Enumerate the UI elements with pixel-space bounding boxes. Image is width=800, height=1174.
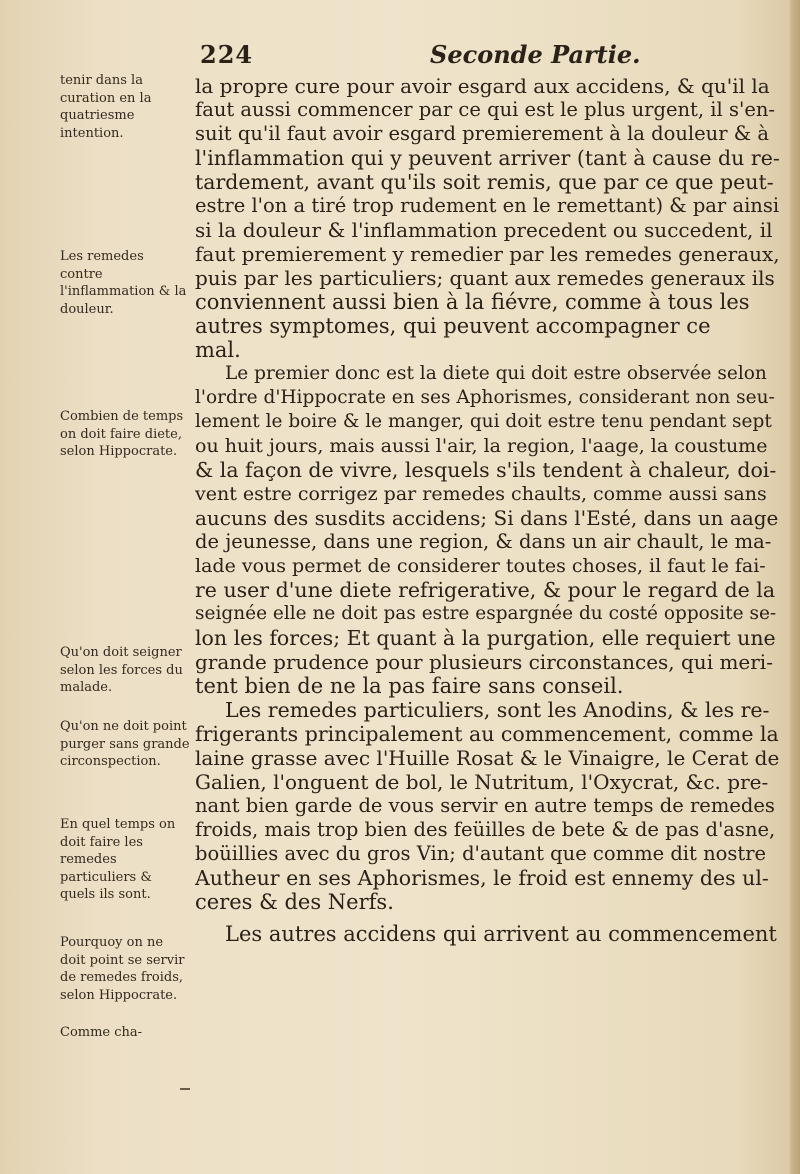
text-line: frigerants principalement au commencement, comme la xyxy=(195,722,779,746)
margin-note: Les remedes contre l'inflammation & la douleur. xyxy=(60,249,187,317)
text-line: l'inflammation qui y peuvent arriver (tant à cause du re- xyxy=(195,146,780,170)
text-line: tardement, avant qu'ils soit remis, que par ce que peut- xyxy=(195,170,774,194)
text-line: aucuns des susdits accidens; Si dans l'Esté, dans un aage xyxy=(195,506,779,530)
margin-note: En quel temps on doit faire les remedes particuliers & quels ils sont. xyxy=(60,817,176,902)
text-line: si la douleur & l'inflammation precedent ou succedent, il xyxy=(195,218,773,242)
text-line: boüillies avec du gros Vin; d'autant que comme dit nostre xyxy=(195,842,767,865)
text-line: suit qu'il faut avoir esgard premierement à la douleur & à xyxy=(195,122,769,145)
margin-note: Qu'on ne doit point purger sans grande circonspection. xyxy=(60,719,190,769)
catchword-mark xyxy=(180,1088,190,1090)
text-line: laine grasse avec l'Huille Rosat & le Vinaigre, le Cerat de xyxy=(195,746,780,770)
paragraph-start-line: Le premier donc est la diete qui doit estre observée selon xyxy=(225,363,767,384)
text-line: nant bien garde de vous servir en autre temps de remedes xyxy=(195,794,775,817)
paragraph-start-line: Les autres accidens qui arrivent au commencement xyxy=(225,922,777,946)
text-line: grande prudence pour plusieurs circonstances, qui meri- xyxy=(195,650,773,674)
text-line: Autheur en ses Aphorismes, le froid est ennemy des ul- xyxy=(195,866,769,890)
page-header xyxy=(0,36,800,72)
text-line: ou huit jours, mais aussi l'air, la region, l'aage, la coustume xyxy=(195,435,768,457)
text-line: faut premierement y remedier par les remedes generaux, xyxy=(195,242,780,266)
text-line: estre l'on a tiré trop rudement en le remettant) & par ainsi xyxy=(195,194,780,217)
text-line: ceres & des Nerfs. xyxy=(195,890,394,914)
text-line: conviennent aussi bien à la fiévre, comme à tous les xyxy=(195,290,750,314)
text-line: froids, mais trop bien des feüilles de bete & de pas d'asne, xyxy=(195,818,776,841)
paragraph-start-line: Les remedes particuliers, sont les Anodins, & les re- xyxy=(225,698,770,722)
text-line: Galien, l'onguent de bol, le Nutritum, l'Oxycrat, &c. pre- xyxy=(195,770,769,794)
margin-note: Combien de temps on doit faire diete, selon Hippocrate. xyxy=(60,409,184,459)
text-line: mal. xyxy=(195,338,241,362)
text-line: puis par les particuliers; quant aux remedes generaux ils xyxy=(195,266,775,290)
text-line: lement le boire & le manger, qui doit estre tenu pendant sept xyxy=(195,411,772,432)
text-line: de jeunesse, dans une region, & dans un air chault, le ma- xyxy=(195,530,772,553)
text-line: vent estre corrigez par remedes chaults, comme aussi sans xyxy=(195,483,767,505)
text-line: tent bien de ne la pas faire sans conseil. xyxy=(195,674,624,698)
text-line: l'ordre d'Hippocrate en ses Aphorismes, considerant non seu- xyxy=(195,387,775,408)
text-line: lon les forces; Et quant à la purgation, elle requiert une xyxy=(195,626,776,650)
text-line: seignée elle ne doit pas estre espargnée du costé opposite se- xyxy=(195,603,777,624)
text-line: la propre cure pour avoir esgard aux accidens, & qu'il la xyxy=(195,74,770,98)
page-number: 224 xyxy=(200,40,254,69)
margin-note: Qu'on doit seigner selon les forces du malade. xyxy=(60,645,183,695)
margin-note: tenir dans la curation en la quatriesme intention. xyxy=(60,73,152,141)
text-line: lade vous permet de considerer toutes choses, il faut le fai- xyxy=(195,555,766,577)
margin-note: Comme cha- xyxy=(60,1025,143,1040)
margin-note: Pourquoy on ne doit point se servir de remedes froids, selon Hippocrate. xyxy=(60,935,185,1003)
running-title: Seconde Partie. xyxy=(430,40,641,69)
text-line: re user d'une diete refrigerative, & pour le regard de la xyxy=(195,578,776,602)
page-edge xyxy=(790,0,800,1174)
text-line: faut aussi commencer par ce qui est le plus urgent, il s'en- xyxy=(195,98,776,121)
text-line: & la façon de vivre, lesquels s'ils tendent à chaleur, doi- xyxy=(195,458,777,482)
text-line: autres symptomes, qui peuvent accompagner ce xyxy=(195,314,711,338)
